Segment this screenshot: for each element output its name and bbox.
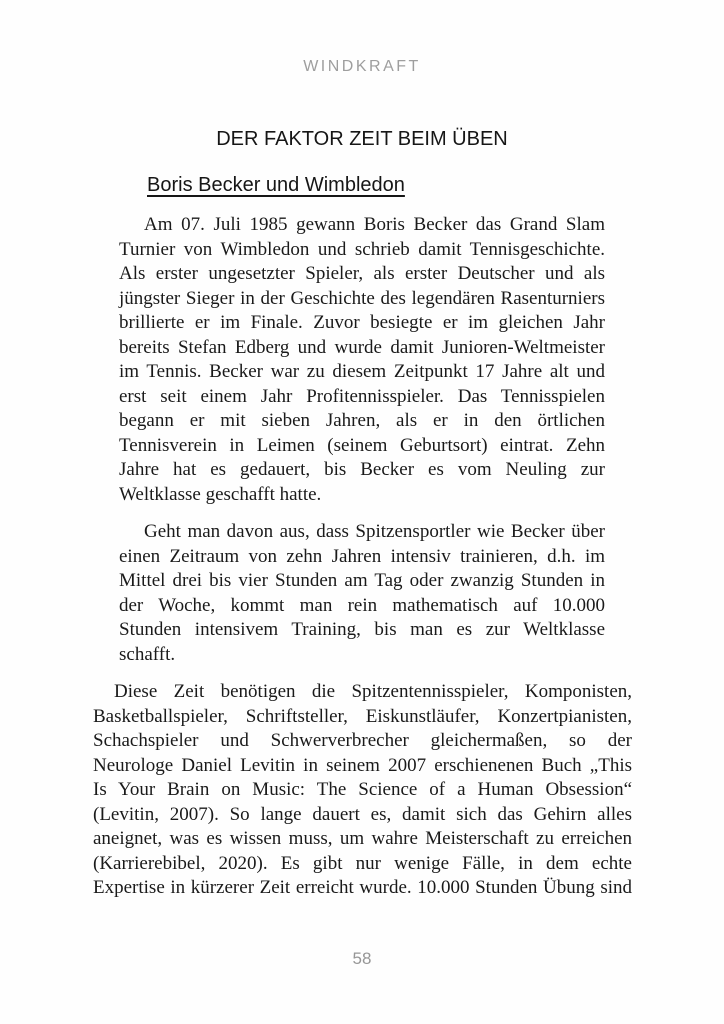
text-line: Weltklasse geschafft hatte. xyxy=(119,483,322,505)
text-line: Neurologe Daniel Levitin in seinem 2007 erschienenen Buch „This xyxy=(93,754,632,776)
paragraph xyxy=(93,680,632,901)
text-line: Basketballspieler, Schriftsteller, Eiskunstläufer, Konzertpianisten, xyxy=(93,705,632,727)
text-line: Diese Zeit benötigen die Spitzentennisspieler, Komponisten, xyxy=(114,681,632,702)
text-line: der Woche, kommt man rein mathematisch auf 10.000 xyxy=(119,594,605,616)
paragraph xyxy=(119,213,605,507)
text-line: Turnier von Wimbledon und schrieb damit Tennisgeschichte. xyxy=(119,238,605,260)
text-line: brillierte er im Finale. Zuvor besiegte er im gleichen Jahr xyxy=(119,312,605,333)
text-line: Tennisverein in Leimen (seinem Geburtsort) eintrat. Zehn xyxy=(119,434,605,456)
text-line: einen Zeitraum von zehn Jahren intensiv trainieren, d.h. im xyxy=(119,545,605,567)
text-line: Expertise in kürzerer Zeit erreicht wurde. 10.000 Stunden Übung sind xyxy=(93,877,632,898)
text-line: Am 07. Juli 1985 gewann Boris Becker das Grand Slam xyxy=(144,214,605,235)
text-line: Jahre hat es gedauert, bis Becker es vom Neuling zur xyxy=(119,459,605,480)
text-line: Als erster ungesetzter Spieler, als erster Deutscher und als xyxy=(119,263,605,284)
text-line: jüngster Sieger in der Geschichte des legendären Rasenturniers xyxy=(119,287,605,309)
text-line: schafft. xyxy=(119,643,176,665)
text-line: Schachspieler und Schwerverbrecher gleichermaßen, so der xyxy=(93,730,632,751)
section-heading: Boris Becker und Wimbledon xyxy=(147,174,405,196)
text-line: (Karrierebibel, 2020). Es gibt nur wenige Fälle, in dem echte xyxy=(93,852,632,874)
page-title: DER FAKTOR ZEIT BEIM ÜBEN xyxy=(216,128,508,150)
text-line: erst seit einem Jahr Profitennisspieler. Das Tennisspielen xyxy=(119,385,605,407)
text-line: Geht man davon aus, dass Spitzensportler wie Becker über xyxy=(144,521,605,542)
text-line: (Levitin, 2007). So lange dauert es, damit sich das Gehirn alles xyxy=(93,803,632,825)
paragraph xyxy=(119,520,605,667)
text-line: Stunden intensivem Training, bis man es zur Weltklasse xyxy=(119,619,605,640)
text-line: bereits Stefan Edberg und wurde damit Junioren-Weltmeister xyxy=(119,336,605,358)
body-text xyxy=(0,213,724,901)
text-line: Mittel drei bis vier Stunden am Tag oder zwanzig Stunden in xyxy=(119,570,605,591)
text-line: Is Your Brain on Music: The Science of a Human Obsession“ xyxy=(93,779,632,800)
text-line: aneignet, was es wissen muss, um wahre Meisterschaft zu erreichen xyxy=(93,828,632,849)
text-line: im Tennis. Becker war zu diesem Zeitpunkt 17 Jahre alt und xyxy=(119,361,605,382)
running-header: WINDKRAFT xyxy=(303,58,421,75)
page-number: 58 xyxy=(352,949,372,968)
text-line: begann er mit sieben Jahren, als er in den örtlichen xyxy=(119,410,605,431)
